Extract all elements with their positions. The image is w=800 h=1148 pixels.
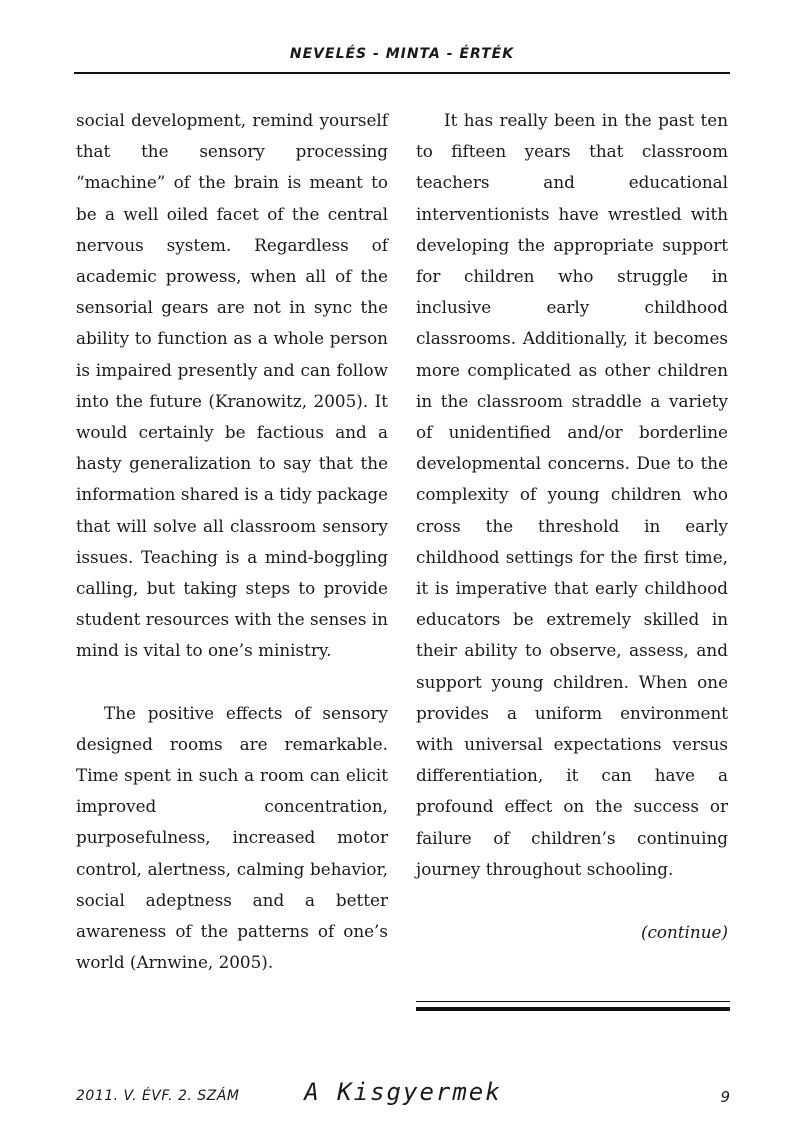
paragraph-continued: social development, remind yourself that the sensory processing “machine” of the brain is meant to be a well oiled facet of the central nervous system. Regardless of academic prowess, when all of the sensorial gears are not in sync the ability to function as a whole person is impaired presently and can follow into the future (Kranowitz, 2005). It would certainly be factious and a hasty generalization to say that the information shared is a tidy package that will solve all classroom sensory issues. Teaching is a mind-boggling calling, but taking steps to provide student resources with the senses in mind is vital to one’s ministry. [76, 110, 388, 661]
section-end-rule-thick [416, 1007, 730, 1011]
page-footer [76, 1078, 730, 1114]
paragraph-sensory-rooms: The positive effects of sensory designed rooms are remarkable. Time spent in such a room can elicit improved concentration, purposefulness, increased motor control, alertness, calming behavior, social adeptness and a better awareness of the patterns of one’s world (Arnwine, 2005). [76, 702, 388, 973]
paragraph-classroom-teachers: It has really been in the past ten to fifteen years that classroom teachers and educational interventionists have wrestled with developing the appropriate support for children who struggle in inclusive early childhood classrooms. Additionally, it becomes more complicated as other children in the classroom straddle a variety of unidentified and/or borderline developmental concerns. Due to the complexity of young children who cross the threshold in early childhood settings for the first time, it is imperative that early childhood educators be extremely skilled in their ability to observe, assess, and support young children. When one provides a uniform environment with universal expectations versus differentiation, it can have a profound effect on the success or failure of children’s continuing journey throughout schooling. [416, 110, 728, 879]
left-column [76, 105, 388, 978]
continue-note: (continue) [640, 922, 728, 943]
issue-info: 2011. V. ÉVF. 2. SZÁM [76, 1088, 240, 1104]
right-column [416, 105, 728, 948]
running-header: NEVELÉS - MINTA - ÉRTÉK [289, 46, 515, 62]
journal-title: A Kisgyermek [304, 1078, 502, 1106]
header-divider [74, 72, 730, 74]
page-number: 9 [720, 1088, 730, 1106]
section-end-rule-thin [416, 1001, 730, 1002]
